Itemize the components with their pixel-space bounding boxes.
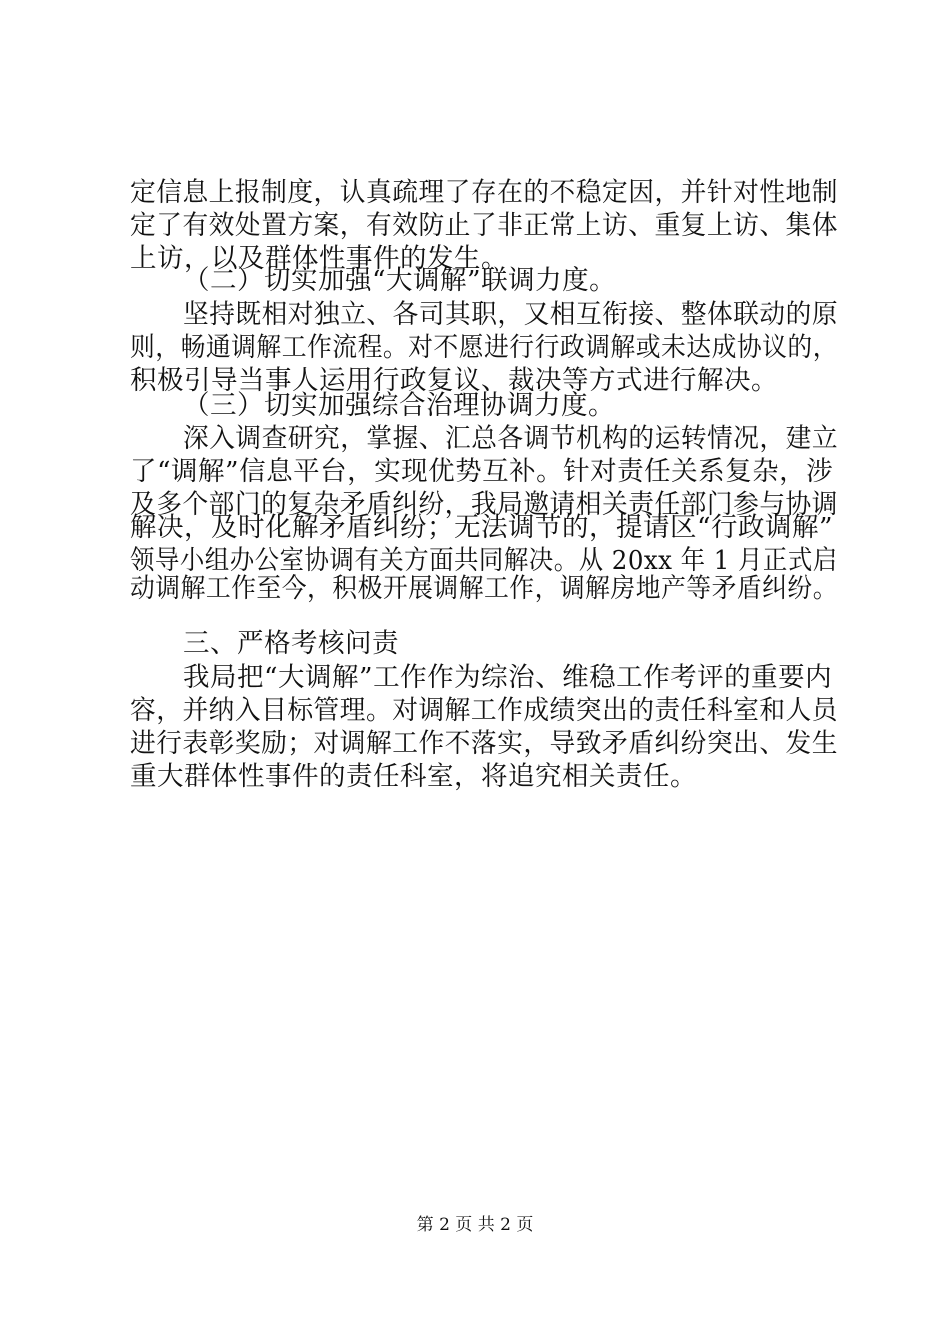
body-text-line: 定了有效处置方案，有效防止了非正常上访、重复上访、集体	[130, 210, 839, 241]
body-text-line: 上访，以及群体性事件的发生。	[130, 243, 508, 274]
body-text-line: 积极引导当事人运用行政复议、裁决等方式进行解决。	[130, 365, 778, 396]
body-text-line: 领导小组办公室协调有关方面共同解决。从 20xx 年 1 月正式启	[130, 545, 838, 576]
page-footer: 第 2 页 共 2 页	[416, 1215, 534, 1235]
body-text-line: 解决，及时化解矛盾纠纷；无法调节的，提请区“行政调解”	[130, 512, 834, 543]
body-text-line: 容，并纳入目标管理。对调解工作成绩突出的责任科室和人员	[130, 695, 839, 726]
body-text-line: 了“调解”信息平台，实现优势互补。针对责任关系复杂，涉	[130, 456, 834, 487]
section-heading: （二）切实加强“大调解”联调力度。	[183, 265, 617, 296]
paragraph-first-line: 深入调查研究，掌握、汇总各调节机构的运转情况，建立	[183, 423, 839, 454]
body-text-line: 及多个部门的复杂矛盾纠纷，我局邀请相关责任部门参与协调	[130, 489, 839, 520]
body-text-line: 动调解工作至今，积极开展调解工作，调解房地产等矛盾纠纷。	[130, 573, 838, 604]
body-text-line: 重大群体性事件的责任科室，将追究相关责任。	[130, 761, 697, 792]
paragraph-first-line: 我局把“大调解”工作作为综治、维稳工作考评的重要内	[183, 662, 833, 693]
paragraph-first-line: 坚持既相对独立、各司其职，又相互衔接、整体联动的原	[183, 299, 839, 330]
section-heading: （三）切实加强综合治理协调力度。	[183, 390, 615, 421]
section-heading: 三、严格考核问责	[183, 628, 399, 659]
body-text-line: 定信息上报制度，认真疏理了存在的不稳定因，并针对性地制	[130, 177, 839, 208]
body-text-line: 进行表彰奖励；对调解工作不落实，导致矛盾纠纷突出、发生	[130, 728, 839, 759]
body-text-line: 则，畅通调解工作流程。对不愿进行行政调解或未达成协议的，	[130, 332, 838, 363]
